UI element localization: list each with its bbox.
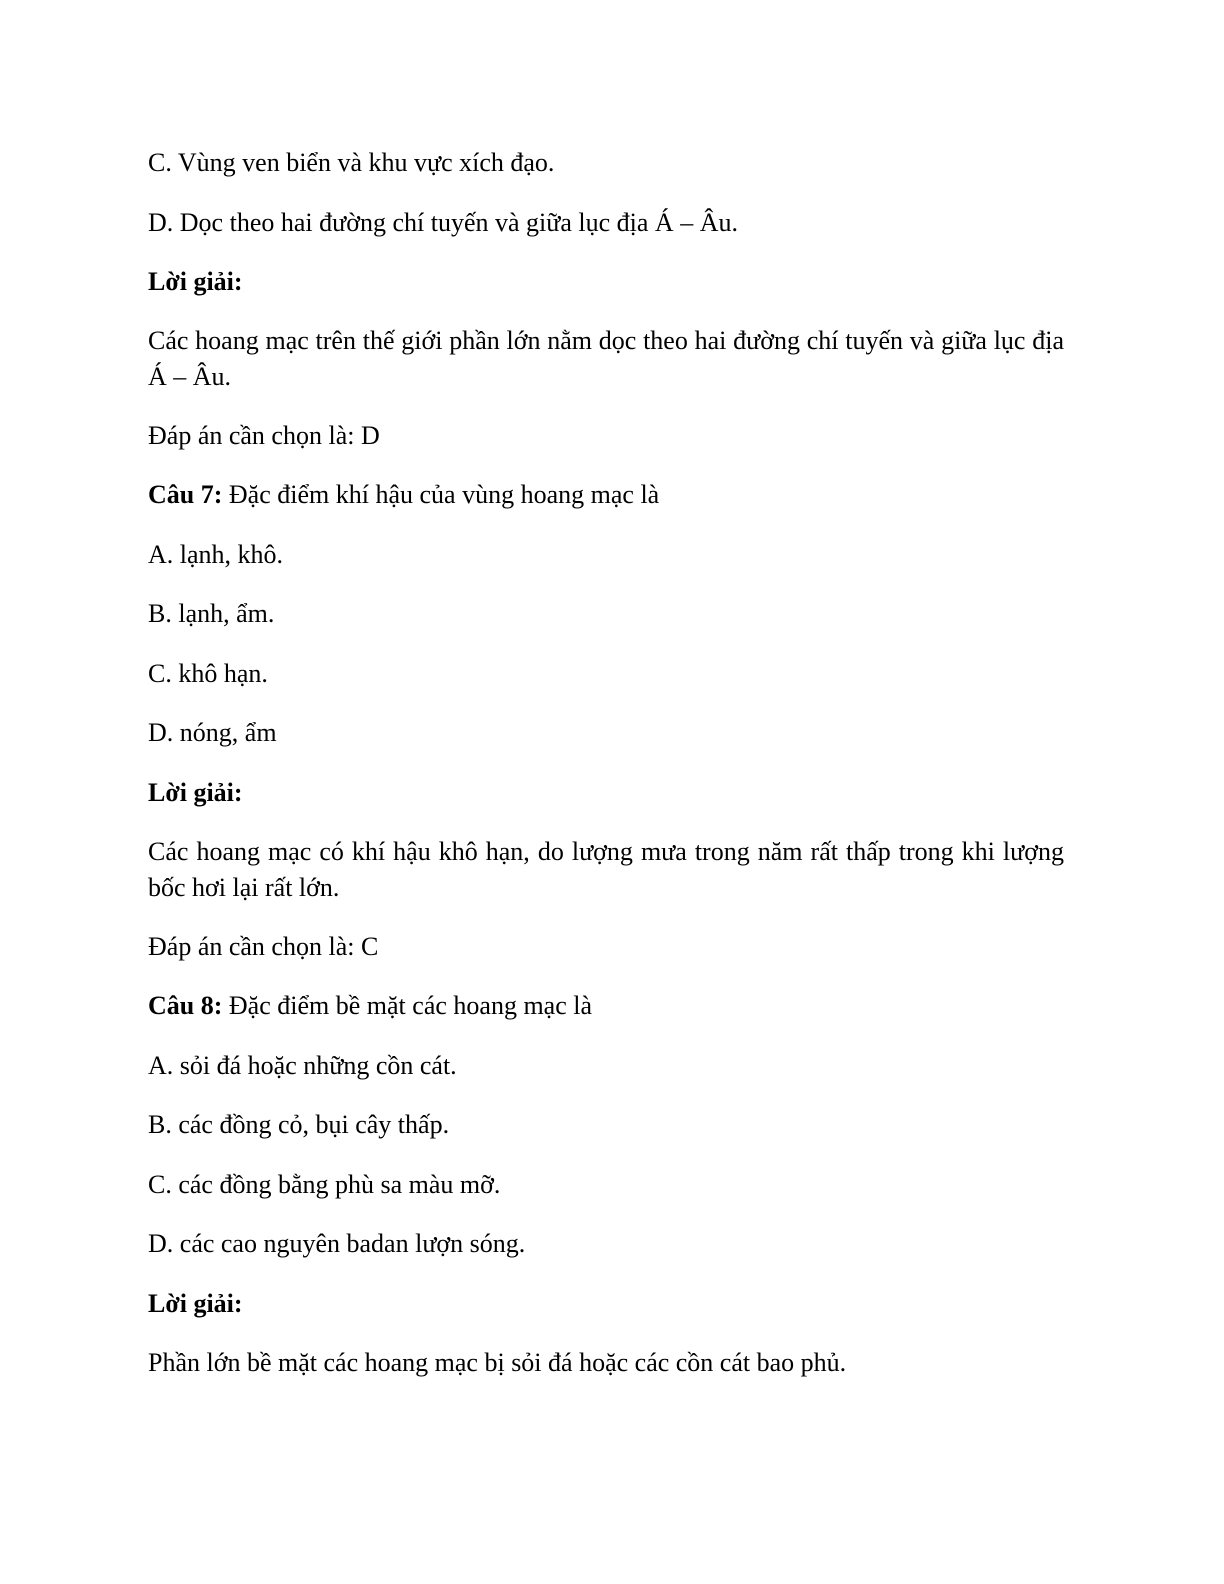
q8-option-b: B. các đồng cỏ, bụi cây thấp. [148,1110,450,1139]
q7-option-c: C. khô hạn. [148,659,268,688]
q6-answer: Đáp án cần chọn là: D [148,421,380,450]
q6-option-c: C. Vùng ven biển và khu vực xích đạo. [148,148,555,177]
q7-option-b: B. lạnh, ẩm. [148,599,275,628]
q7-question-text: Đặc điểm khí hậu của vùng hoang mạc là [222,480,660,509]
q6-solution-text: Các hoang mạc trên thế giới phần lớn nằm dọc theo hai đường chí tuyến và giữa lục địa Á – Âu. [148,326,1064,391]
q8-solution-text: Phần lớn bề mặt các hoang mạc bị sỏi đá hoặc các cồn cát bao phủ. [148,1348,847,1377]
q6-option-d: D. Dọc theo hai đường chí tuyến và giữa lục địa Á – Âu. [148,208,738,237]
q7-solution-heading: Lời giải: [148,778,243,807]
q6-solution-heading: Lời giải: [148,267,243,296]
q8-solution-heading: Lời giải: [148,1289,243,1318]
q8-question-text: Đặc điểm bề mặt các hoang mạc là [222,991,593,1020]
q8-option-c: C. các đồng bằng phù sa màu mỡ. [148,1170,501,1199]
q7-option-d: D. nóng, ẩm [148,718,277,747]
q8-option-a: A. sỏi đá hoặc những cồn cát. [148,1051,457,1080]
q8-label: Câu 8: [148,991,223,1020]
q7-answer: Đáp án cần chọn là: C [148,932,379,961]
q7-solution-text: Các hoang mạc có khí hậu khô hạn, do lượng mưa trong năm rất thấp trong khi lượng bốc hơi lại rất lớn. [148,837,1064,902]
q8-question [148,988,1064,1024]
q8-option-d: D. các cao nguyên badan lượn sóng. [148,1229,526,1258]
q7-label: Câu 7: [148,480,223,509]
q7-question [148,477,1064,513]
q7-option-a: A. lạnh, khô. [148,540,284,569]
